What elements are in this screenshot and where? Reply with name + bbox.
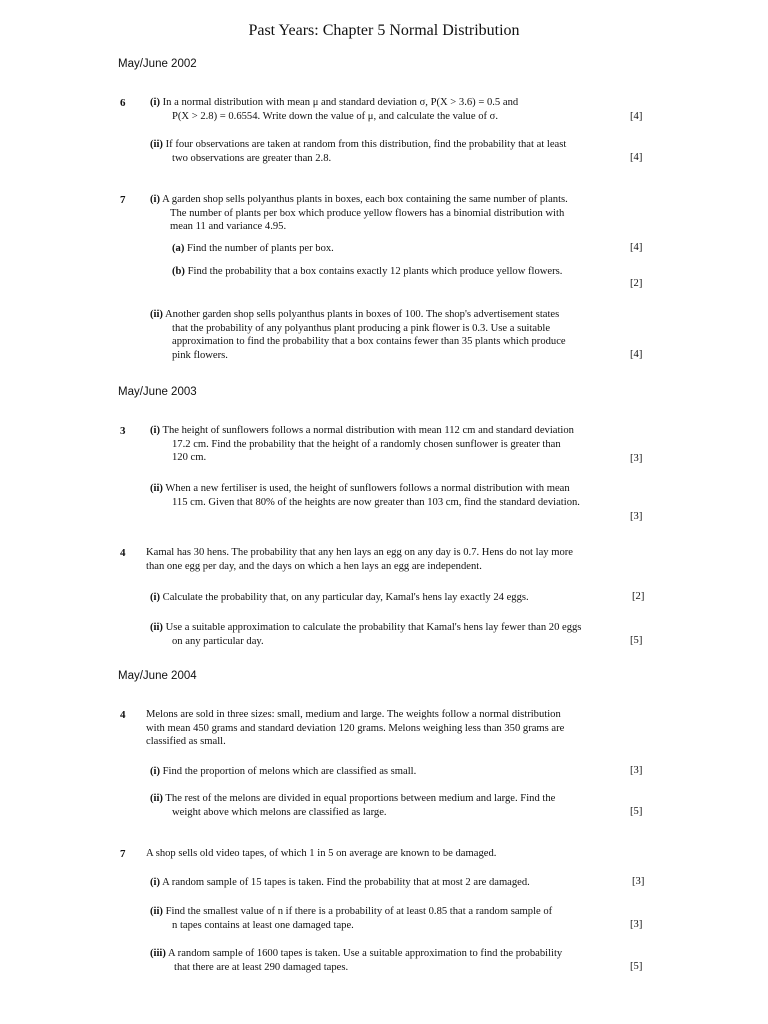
question-part <box>150 905 650 932</box>
marks: [5] <box>630 806 643 817</box>
question-part <box>150 308 650 362</box>
subpart-text: Find the probability that a box contains exactly 12 plants which produce yellow flowers. <box>187 266 563 277</box>
part-text-line: on any particular day. <box>172 635 264 647</box>
section-heading-2003: May/June 2003 <box>118 386 197 398</box>
marks: [4] <box>630 242 643 253</box>
subpart-label: (a) <box>172 243 185 254</box>
intro-line: than one egg per day, and the days on which a hen lays an egg are independent. <box>146 560 482 572</box>
part-label: (i) <box>150 194 160 205</box>
part-label: (iii) <box>150 948 166 959</box>
question-number: 7 <box>120 848 126 860</box>
part-text-line: mean 11 and variance 4.95. <box>170 221 287 232</box>
part-text-line: that the probability of any polyanthus plant producing a pink flower is 0.3. Use a suitable <box>172 322 551 334</box>
section-heading-2004: May/June 2004 <box>118 670 197 682</box>
marks: [5] <box>630 961 643 972</box>
marks: [3] <box>630 765 643 776</box>
section-heading-2002: May/June 2002 <box>118 58 197 70</box>
part-text-line: approximation to find the probability that a box contains fewer than 35 plants which produce <box>172 336 566 347</box>
part-text-line: n tapes contains at least one damaged tape. <box>172 919 354 931</box>
marks: [4] <box>630 111 643 122</box>
question-part <box>150 765 630 779</box>
marks: [3] <box>632 876 645 887</box>
part-label: (ii) <box>150 309 163 320</box>
question-number: 3 <box>120 425 126 437</box>
part-label: (ii) <box>150 483 163 494</box>
marks: [5] <box>630 635 643 646</box>
question-part <box>150 482 650 509</box>
question-part <box>150 621 650 648</box>
marks: [4] <box>630 349 643 360</box>
part-text-line: Find the proportion of melons which are classified as small. <box>162 766 417 777</box>
marks: [2] <box>632 591 645 602</box>
part-label: (i) <box>150 877 160 888</box>
intro-line: classified as small. <box>146 736 226 747</box>
page-title: Past Years: Chapter 5 Normal Distribution <box>248 22 520 39</box>
part-text-line: pink flowers. <box>172 349 228 361</box>
part-text-line: When a new fertiliser is used, the height of sunflowers follows a normal distribution with mean <box>165 483 570 494</box>
question-part <box>150 424 650 465</box>
part-text-line: P(X > 2.8) = 0.6554. Write down the value of μ, and calculate the value of σ. <box>172 110 499 122</box>
question-part <box>150 591 630 605</box>
question-number: 7 <box>120 194 126 206</box>
question-number: 4 <box>120 709 126 721</box>
part-text-line: 115 cm. Given that 80% of the heights are now greater than 103 cm, find the standard deviation. <box>172 496 580 508</box>
question-intro <box>146 708 646 749</box>
part-text-line: In a normal distribution with mean μ and standard deviation σ, P(X > 3.6) = 0.5 and <box>162 97 519 108</box>
subpart-label: (b) <box>172 266 185 277</box>
subpart <box>172 242 642 256</box>
intro-line: A shop sells old video tapes, of which 1 in 5 on average are known to be damaged. <box>146 848 497 859</box>
marks: [4] <box>630 152 643 163</box>
part-text-line: A random sample of 1600 tapes is taken. Use a suitable approximation to find the probability <box>167 948 563 959</box>
intro-line: Kamal has 30 hens. The probability that any hen lays an egg on any day is 0.7. Hens do not lay more <box>146 547 573 558</box>
subpart-text: Find the number of plants per box. <box>187 243 334 254</box>
question-part <box>150 193 650 234</box>
part-text-line: Use a suitable approximation to calculate the probability that Kamal's hens lay fewer than 20 eggs <box>165 622 582 633</box>
question-part <box>150 96 650 123</box>
intro-line: with mean 450 grams and standard deviation 120 grams. Melons weighing less than 350 grams are <box>146 722 565 734</box>
part-text-line: weight above which melons are classified as large. <box>172 806 387 818</box>
part-text-line: The number of plants per box which produce yellow flowers has a binomial distribution with <box>170 207 565 219</box>
question-number: 4 <box>120 547 126 559</box>
question-part <box>150 792 650 819</box>
part-text-line: two observations are greater than 2.8. <box>172 152 332 164</box>
part-text-line: If four observations are taken at random from this distribution, find the probability that at least <box>165 139 567 150</box>
question-part <box>150 947 650 974</box>
part-text-line: The height of sunflowers follows a normal distribution with mean 112 cm and standard deviation <box>162 425 574 436</box>
part-label: (i) <box>150 766 160 777</box>
part-label: (i) <box>150 425 160 436</box>
marks: [3] <box>630 919 643 930</box>
part-text-line: Calculate the probability that, on any particular day, Kamal's hens lay exactly 24 eggs. <box>162 592 529 603</box>
part-text-line: 17.2 cm. Find the probability that the height of a randomly chosen sunflower is greater than <box>172 438 561 450</box>
question-intro <box>146 546 646 573</box>
marks: [3] <box>630 453 643 464</box>
part-text-line: The rest of the melons are divided in equal proportions between medium and large. Find the <box>165 793 556 804</box>
intro-line: Melons are sold in three sizes: small, medium and large. The weights follow a normal distribution <box>146 709 561 720</box>
part-label: (ii) <box>150 622 163 633</box>
marks: [2] <box>630 278 643 289</box>
part-text-line: 120 cm. <box>172 452 207 463</box>
part-text-line: A random sample of 15 tapes is taken. Find the probability that at most 2 are damaged. <box>162 877 530 888</box>
subpart <box>172 265 647 279</box>
part-label: (ii) <box>150 793 163 804</box>
part-text-line: Another garden shop sells polyanthus plants in boxes of 100. The shop's advertisement states <box>165 309 560 320</box>
question-part <box>150 138 650 165</box>
part-text-line: Find the smallest value of n if there is a probability of at least 0.85 that a random sample of <box>165 906 553 917</box>
marks: [3] <box>630 511 643 522</box>
part-text-line: that there are at least 290 damaged tapes. <box>174 961 349 973</box>
part-label: (i) <box>150 97 160 108</box>
question-intro <box>146 847 646 861</box>
part-label: (ii) <box>150 906 163 917</box>
question-number: 6 <box>120 97 126 109</box>
part-text-line: A garden shop sells polyanthus plants in boxes, each box containing the same number of plants. <box>162 194 568 205</box>
question-part <box>150 876 630 890</box>
part-label: (ii) <box>150 139 163 150</box>
part-label: (i) <box>150 592 160 603</box>
